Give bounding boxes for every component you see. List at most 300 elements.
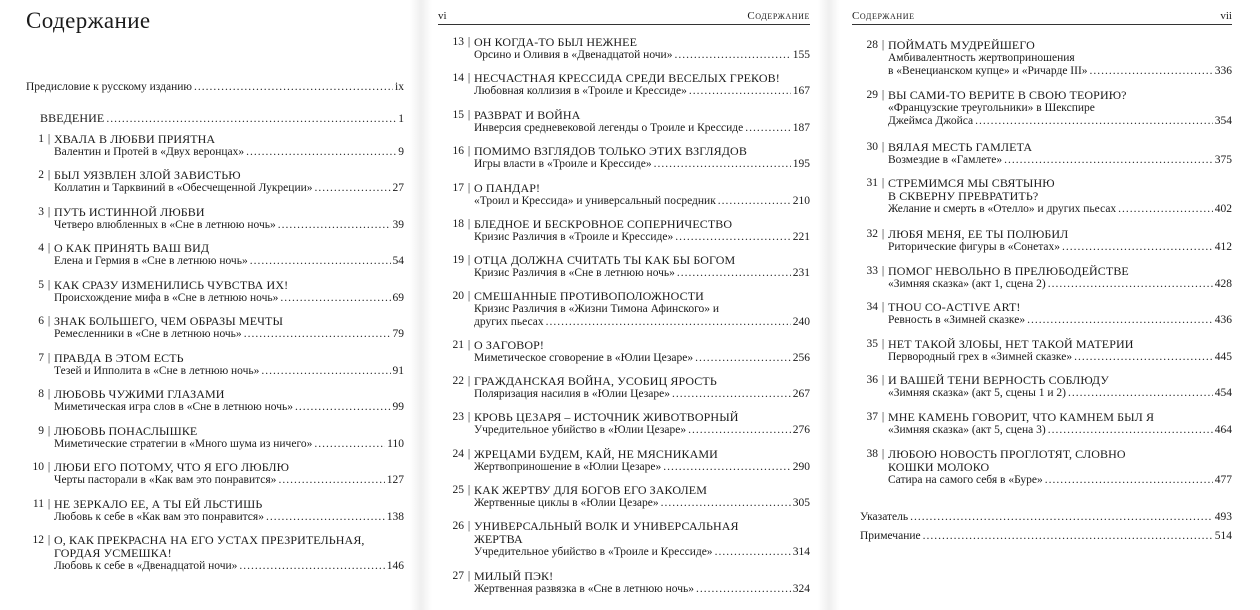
chapter-subtitle: Орсино и Оливия в «Двенадцатой ночи» [474,49,673,61]
separator: | [467,109,471,121]
folio-number: vii [1220,10,1232,22]
chapter-subtitle: Возмездие в «Гамлете» [888,154,1003,166]
leader-dots [677,267,791,280]
chapter-number: 33 [866,265,878,277]
chapter-subtitle: Любовная коллизия в «Троиле и Крессиде» [474,85,687,97]
page-number: 493 [1214,511,1232,523]
chapter-subtitle-continued: Джеймса Джойса [888,115,974,127]
leader-dots [718,195,791,208]
chapter-number: 21 [452,339,464,351]
page-number: 231 [792,267,810,279]
leader-dots [672,388,791,401]
chapter-number: 28 [866,39,878,51]
page-number: 436 [1214,314,1232,326]
chapter-title: КАК СРАЗУ ИЗМЕНИЛИСЬ ЧУВСТВА ИХ! [54,278,289,292]
chapter-title-continued: ГОРДАЯ УСМЕШКА! [54,546,172,560]
leader-dots [923,530,1213,543]
leader-dots [975,115,1213,128]
leader-dots [1045,474,1213,487]
chapter-number: 23 [452,411,464,423]
page-number: 187 [792,122,810,134]
separator: | [467,339,471,351]
chapter-title: РАЗВРАТ И ВОЙНА [474,108,581,122]
page-number: 155 [792,49,810,61]
leader-dots [314,438,385,451]
toc-entry[interactable] [438,72,810,98]
chapter-number: 31 [866,177,878,189]
leader-dots [266,511,385,524]
leader-dots [194,81,393,94]
page-number: 314 [792,546,810,558]
page-number: 146 [386,560,404,572]
chapter-subtitle: Игры власти в «Троиле и Крессиде» [474,158,652,170]
separator: | [881,374,885,386]
chapter-title: БЛЕДНОЕ И БЕСКРОВНОЕ СОПЕРНИЧЕСТВО [474,217,733,231]
chapter-title: КАК ЖЕРТВУ ДЛЯ БОГОВ ЕГО ЗАКОЛЕМ [474,483,707,497]
chapter-title: ГРАЖДАНСКАЯ ВОЙНА, УСОБИЦ ЯРОСТЬ [474,374,717,388]
leader-dots [654,158,791,171]
toc-entry[interactable] [852,141,1232,167]
chapter-title: НЕТ ТАКОЙ ЗЛОБЫ, НЕТ ТАКОЙ МАТЕРИИ [888,337,1134,351]
toc-entry[interactable] [438,520,810,559]
folio-number: vi [438,10,447,22]
page-number: 454 [1214,387,1232,399]
chapter-subtitle: Ревность в «Зимней сказке» [888,314,1026,326]
leader-dots [1048,424,1213,437]
leader-dots [1090,65,1213,78]
leader-dots [674,49,790,62]
chapter-title: КРОВЬ ЦЕЗАРЯ – ИСТОЧНИК ЖИВОТВОРНЫЙ [474,410,739,424]
toc-entry[interactable] [438,411,810,437]
page-number: 336 [1214,65,1232,77]
leader-dots [715,546,791,559]
page-number: 240 [792,316,810,328]
chapter-title: ЛЮБОВЬ ЧУЖИМИ ГЛАЗАМИ [54,387,225,401]
page-number: 110 [387,438,404,450]
chapter-title: БЫЛ УЯЗВЛЕН ЗЛОЙ ЗАВИСТЬЮ [54,168,241,182]
page-number: 1 [398,113,404,125]
chapter-title: ПУТЬ ИСТИННОЙ ЛЮБВИ [54,205,205,219]
page-number: 256 [792,352,810,364]
toc-entry[interactable] [852,177,1232,216]
separator: | [467,375,471,387]
chapter-subtitle: Кризис Различия в «Троиле и Крессиде» [474,231,674,243]
toc-entry[interactable] [18,461,404,487]
chapter-number: 15 [452,109,464,121]
leader-dots [261,365,390,378]
chapter-title: ПОМОГ НЕВОЛЬНО В ПРЕЛЮБОДЕЙСТВЕ [888,264,1129,278]
page-number: 195 [792,158,810,170]
toc-entry[interactable] [438,145,810,171]
leader-dots [244,328,391,341]
leader-dots [696,583,791,596]
leader-dots [1048,278,1213,291]
chapter-number: 16 [452,145,464,157]
toc-page-middle [438,0,810,610]
chapter-number: 27 [452,570,464,582]
separator: | [467,72,471,84]
chapter-title: СТРЕМИМСЯ МЫ СВЯТЫНЮ [888,176,1055,190]
chapter-number: 20 [452,290,464,302]
toc-entry[interactable] [438,254,810,280]
separator: | [467,290,471,302]
page-number: 514 [1214,530,1232,542]
toc-entry[interactable] [18,169,404,195]
toc-entry[interactable] [438,182,810,208]
chapter-subtitle: «Зимняя сказка» (акт 5, сцена 3) [888,424,1046,436]
chapter-number: 12 [32,534,44,546]
leader-dots [278,474,384,487]
page-number: 91 [392,365,404,377]
chapter-title: ЗНАК БОЛЬШЕГО, ЧЕМ ОБРАЗЫ МЕЧТЫ [54,314,284,328]
separator: | [467,484,471,496]
toc-entry[interactable] [852,338,1232,364]
running-title: Содержание [852,10,915,22]
notes-entry[interactable] [860,530,1232,543]
leader-dots [1118,203,1213,216]
chapter-number: 4 [38,242,44,254]
leader-dots [688,424,791,437]
chapter-number: 7 [38,352,44,364]
toc-entry[interactable] [438,36,810,62]
chapter-number: 34 [866,301,878,313]
chapter-subtitle: «Зимняя сказка» (акт 1, сцена 2) [888,278,1046,290]
running-header [852,10,1232,25]
leader-dots [546,316,791,329]
toc-entry[interactable] [852,265,1232,291]
page-number: 9 [398,146,404,158]
chapter-subtitle: Жертвоприношение в «Юлии Цезаре» [474,461,662,473]
chapter-subtitle: «Зимняя сказка» (акт 5, сцены 1 и 2) [888,387,1066,399]
chapter-subtitle-continued: других пьесах [474,316,544,328]
toc-page-right [852,0,1232,610]
chapter-number: 35 [866,338,878,350]
intro-entry[interactable] [18,112,404,126]
separator: | [467,448,471,460]
chapter-title: THOU CO-ACTIVE ART! [888,300,1021,314]
separator: | [881,265,885,277]
leader-dots [1004,154,1213,167]
separator: | [47,425,51,437]
toc-entry[interactable] [852,89,1232,128]
leader-dots [661,497,791,510]
separator: | [881,141,885,153]
leader-dots [663,461,791,474]
toc-entry[interactable] [438,375,810,401]
chapter-subtitle: Миметическое сговорение в «Юлии Цезаре» [474,352,694,364]
chapter-number: 9 [38,425,44,437]
chapter-number: 2 [38,169,44,181]
toc-entry[interactable] [18,133,404,159]
leader-dots [280,292,390,305]
chapter-subtitle: Четверо влюбленных в «Сне в летнюю ночь» [54,219,276,231]
leader-dots [239,560,384,573]
separator: | [47,133,51,145]
toc-entry[interactable] [18,279,404,305]
chapter-number: 8 [38,388,44,400]
separator: | [881,177,885,189]
chapter-subtitle: Инверсия средневековой легенды о Троиле и Крессиде [474,122,744,134]
separator: | [47,352,51,364]
chapter-subtitle: Валентин и Протей в «Двух веронцах» [54,146,245,158]
separator: | [47,169,51,181]
chapter-number: 30 [866,141,878,153]
leader-dots [1027,314,1213,327]
page-number: 477 [1214,474,1232,486]
toc-entry[interactable] [18,425,404,451]
chapter-number: 1 [38,133,44,145]
chapter-subtitle: «Французские треугольники» в Шекспире [888,102,1095,114]
chapter-subtitle: Ремесленники в «Сне в летнюю ночь» [54,328,242,340]
separator: | [467,411,471,423]
separator: | [47,534,51,546]
page-number: 79 [392,328,404,340]
notes-label: Примечание [860,530,921,542]
chapter-number: 14 [452,72,464,84]
separator: | [467,570,471,582]
page-number: 305 [792,497,810,509]
chapter-title: ЛЮБЯ МЕНЯ, ЕЕ ТЫ ПОЛЮБИЛ [888,227,1069,241]
running-header [438,10,810,25]
chapter-subtitle: Кризис Различия в «Сне в летнюю ночь» [474,267,675,279]
chapter-number: 37 [866,411,878,423]
chapter-subtitle: Жертвенные циклы в «Юлии Цезаре» [474,497,659,509]
page-number: 39 [392,219,404,231]
chapter-title: СМЕШАННЫЕ ПРОТИВОПОЛОЖНОСТИ [474,289,704,303]
chapter-number: 38 [866,448,878,460]
toc-entry[interactable] [18,242,404,268]
toc-entry[interactable] [18,498,404,524]
separator: | [47,279,51,291]
page-number: 69 [392,292,404,304]
toc-entry[interactable] [18,315,404,341]
separator: | [881,228,885,240]
chapter-title: ПОМИМО ВЗГЛЯДОВ ТОЛЬКО ЭТИХ ВЗГЛЯДОВ [474,144,747,158]
separator: | [881,301,885,313]
toc-entry[interactable] [438,448,810,474]
toc-entry[interactable] [438,109,810,135]
leader-dots [745,122,791,135]
toc-entry[interactable] [438,218,810,244]
separator: | [47,498,51,510]
page-number: 27 [392,182,404,194]
leader-dots [1068,387,1213,400]
page-number: 276 [792,424,810,436]
chapter-subtitle: «Троил и Крессида» и универсальный посредник [474,195,716,207]
toc-entry[interactable] [438,484,810,510]
chapter-number: 29 [866,89,878,101]
leader-dots [278,219,391,232]
toc-entry[interactable] [18,388,404,414]
preface-label: Предисловие к русскому изданию [26,81,192,93]
chapter-number: 10 [32,461,44,473]
toc-entry[interactable] [852,411,1232,437]
chapter-title: ВЯЛАЯ МЕСТЬ ГАМЛЕТА [888,140,1033,154]
leader-dots [675,231,791,244]
chapter-title-continued: В СКВЕРНУ ПРЕВРАТИТЬ? [888,189,1039,203]
toc-entry[interactable] [438,570,810,596]
chapter-title: О, КАК ПРЕКРАСНА НА ЕГО УСТАХ ПРЕЗРИТЕЛЬНАЯ, [54,533,365,547]
chapter-title-continued: ЖЕРТВА [474,532,523,546]
page-title: Содержание [26,8,151,33]
chapter-number: 26 [452,520,464,532]
chapter-title-continued: КОШКИ МОЛОКО [888,460,990,474]
page-gutter-left [410,0,432,610]
chapter-subtitle: Желание и смерть в «Отелло» и других пьесах [888,203,1117,215]
chapter-subtitle: Риторические фигуры в «Сонетах» [888,241,1061,253]
toc-entry[interactable] [852,374,1232,400]
chapter-number: 6 [38,315,44,327]
toc-entry[interactable] [438,339,810,365]
leader-dots [295,401,390,414]
page-number: 127 [386,474,404,486]
chapter-subtitle: Поляризация насилия в «Юлии Цезаре» [474,388,670,400]
chapter-title: О ПАНДАР! [474,181,541,195]
chapter-number: 17 [452,182,464,194]
chapter-title: ЖРЕЦАМИ БУДЕМ, КАЙ, НЕ МЯСНИКАМИ [474,447,718,461]
page-number: 267 [792,388,810,400]
chapter-subtitle: Жертвенная развязка в «Сне в летнюю ночь» [474,583,695,595]
separator: | [881,338,885,350]
chapter-number: 11 [32,498,44,510]
intro-label: ВВЕДЕНИЕ [40,111,105,125]
chapter-subtitle: Любовь к себе в «Двенадцатой ночи» [54,560,238,572]
page-number: 412 [1214,241,1232,253]
page-number: 210 [792,195,810,207]
leader-dots [695,352,791,365]
chapter-title: МИЛЫЙ ПЭК! [474,569,554,583]
page-number: 221 [792,231,810,243]
chapter-title: ЛЮБОВЬ ПОНАСЛЫШКЕ [54,424,198,438]
separator: | [47,206,51,218]
page-number: 290 [792,461,810,473]
chapter-number: 24 [452,448,464,460]
preface-entry[interactable] [26,81,404,94]
chapter-title: О КАК ПРИНЯТЬ ВАШ ВИД [54,241,210,255]
leader-dots [250,255,391,268]
chapter-subtitle: Тезей и Ипполита в «Сне в летнюю ночь» [54,365,260,377]
chapter-number: 25 [452,484,464,496]
chapter-subtitle: Амбивалентность жертвоприношения [888,52,1075,64]
chapter-title: УНИВЕРСАЛЬНЫЙ ВОЛК И УНИВЕРСАЛЬНАЯ [474,519,739,533]
chapter-title: ПРАВДА В ЭТОМ ЕСТЬ [54,351,184,365]
chapter-subtitle: Миметические стратегии в «Много шума из ничего» [54,438,313,450]
separator: | [881,448,885,460]
page-number: 99 [392,401,404,413]
chapter-title: ЛЮБИ ЕГО ПОТОМУ, ЧТО Я ЕГО ЛЮБЛЮ [54,460,290,474]
chapter-subtitle: Первородный грех в «Зимней сказке» [888,351,1073,363]
chapter-title: ЛЮБОЮ НОВОСТЬ ПРОГЛОТЯТ, СЛОВНО [888,447,1126,461]
chapter-subtitle: Происхождение мифа в «Сне в летнюю ночь» [54,292,279,304]
page-number: 464 [1214,424,1232,436]
toc-entry[interactable] [852,228,1232,254]
toc-entry[interactable] [438,290,810,329]
toc-entry[interactable] [18,352,404,378]
chapter-title: И ВАШЕЙ ТЕНИ ВЕРНОСТЬ СОБЛЮДУ [888,373,1109,387]
separator: | [47,388,51,400]
chapter-subtitle-continued: в «Венецианском купце» и «Ричарде III» [888,65,1088,77]
chapter-number: 18 [452,218,464,230]
toc-entry[interactable] [852,448,1232,487]
chapter-title: ОН КОГДА-ТО БЫЛ НЕЖНЕЕ [474,35,638,49]
chapter-subtitle: Сатира на самого себя в «Буре» [888,474,1043,486]
leader-dots [1062,241,1213,254]
page-number: 324 [792,583,810,595]
page-number: 402 [1214,203,1232,215]
leader-dots [106,113,396,126]
separator: | [467,145,471,157]
chapter-subtitle: Елена и Гермия в «Сне в летнюю ночь» [54,255,248,267]
chapter-title: ХВАЛА В ЛЮБВИ ПРИЯТНА [54,132,216,146]
chapter-title: НЕСЧАСТНАЯ КРЕССИДА СРЕДИ ВЕСЕЛЫХ ГРЕКОВ! [474,71,780,85]
separator: | [881,89,885,101]
chapter-title: ОТЦА ДОЛЖНА СЧИТАТЬ ТЫ КАК БЫ БОГОМ [474,253,736,267]
separator: | [467,36,471,48]
chapter-subtitle: Кризис Различия в «Жизни Тимона Афинского» и [474,303,720,315]
toc-entry[interactable] [18,534,404,573]
chapter-title: МНЕ КАМЕНЬ ГОВОРИТ, ЧТО КАМНЕМ БЫЛ Я [888,410,1155,424]
leader-dots [910,511,1213,524]
separator: | [881,39,885,51]
chapter-number: 22 [452,375,464,387]
chapter-subtitle: Миметическая игра слов в «Сне в летнюю ночь» [54,401,294,413]
page-number: 375 [1214,154,1232,166]
chapter-number: 5 [38,279,44,291]
separator: | [47,315,51,327]
separator: | [467,182,471,194]
page-number: 354 [1214,115,1232,127]
separator: | [47,242,51,254]
leader-dots [315,182,391,195]
running-title: Содержание [747,10,810,22]
page-number: 445 [1214,351,1232,363]
toc-entry[interactable] [18,206,404,232]
chapter-number: 3 [38,206,44,218]
chapter-number: 32 [866,228,878,240]
separator: | [467,254,471,266]
page-number: 167 [792,85,810,97]
chapter-number: 13 [452,36,464,48]
leader-dots [689,85,791,98]
separator: | [47,461,51,473]
index-entry[interactable] [860,511,1232,524]
chapter-number: 19 [452,254,464,266]
separator: | [467,520,471,532]
chapter-title: ВЫ САМИ-ТО ВЕРИТЕ В СВОЮ ТЕОРИЮ? [888,88,1127,102]
page-number: 54 [392,255,404,267]
chapter-subtitle: Черты пасторали в «Как вам это понравится» [54,474,277,486]
page-number: 138 [386,511,404,523]
leader-dots [246,146,396,159]
toc-page-left [18,0,404,610]
chapter-subtitle: Учредительное убийство в «Юлии Цезаре» [474,424,687,436]
separator: | [467,218,471,230]
chapter-subtitle: Любовь к себе в «Как вам это понравится» [54,511,264,523]
separator: | [881,411,885,423]
chapter-number: 36 [866,374,878,386]
page-number: 428 [1214,278,1232,290]
chapter-subtitle: Учредительное убийство в «Троиле и Крессиде» [474,546,713,558]
chapter-title: О ЗАГОВОР! [474,338,544,352]
toc-entry[interactable] [852,301,1232,327]
chapter-subtitle: Коллатин и Тарквиний в «Обесчещенной Лукреции» [54,182,313,194]
leader-dots [1074,351,1213,364]
index-label: Указатель [860,511,909,523]
chapter-title: ПОЙМАТЬ МУДРЕЙШЕГО [888,38,1035,52]
toc-entry[interactable] [852,39,1232,78]
page-gutter-right [818,0,840,610]
chapter-title: НЕ ЗЕРКАЛО ЕЕ, А ТЫ ЕЙ ЛЬСТИШЬ [54,497,263,511]
